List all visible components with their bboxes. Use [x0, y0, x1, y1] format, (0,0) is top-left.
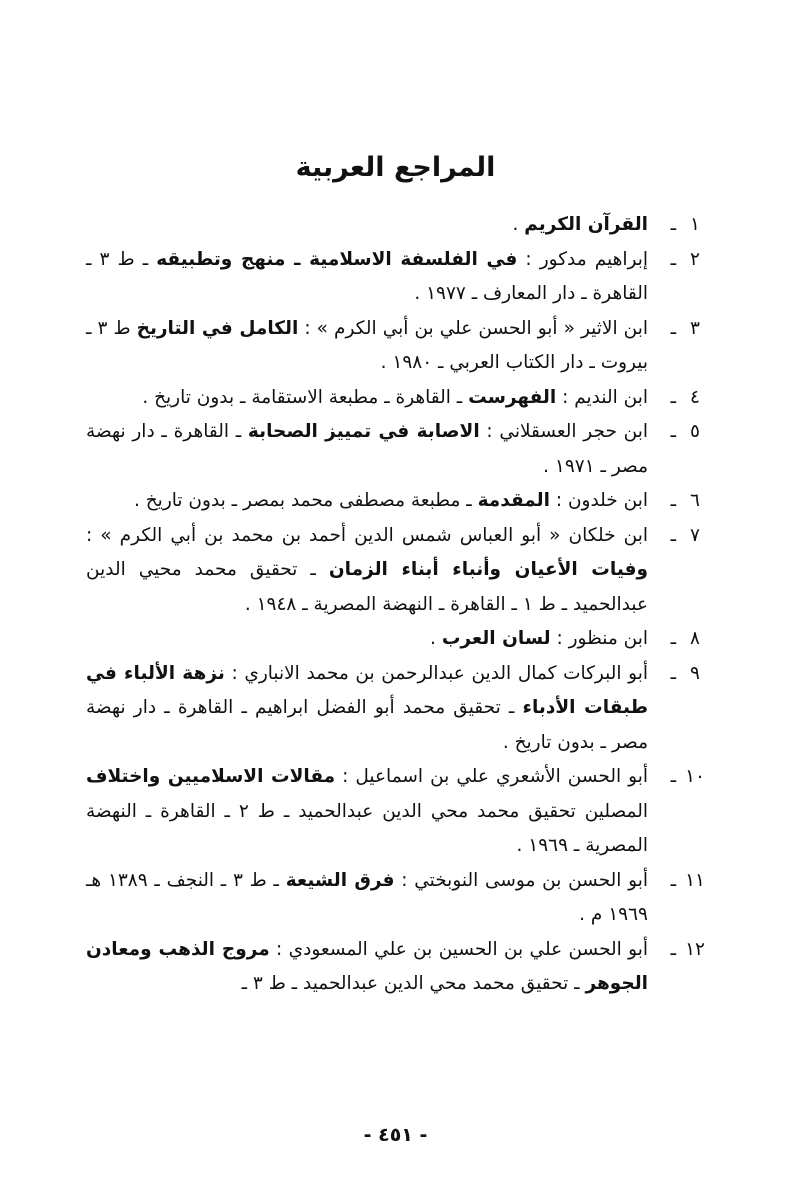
reference-text: . — [512, 214, 525, 235]
reference-item — [86, 312, 706, 381]
reference-text: ابن خلدون : — [549, 490, 648, 511]
reference-dash: ـ — [670, 317, 676, 339]
reference-item — [86, 622, 706, 657]
reference-title: وفيات الأعيان وأنباء أبناء الزمان — [328, 559, 648, 580]
reference-dash: ـ — [670, 386, 676, 408]
reference-text: ـ القاهرة ـ مطبعة الاستقامة ـ بدون تاريخ . — [142, 386, 469, 408]
reference-title: نزهة الألباء في طبقات الأدباء — [86, 662, 648, 718]
reference-text: ط ٣ ـ بيروت ـ دار الكتاب العربي ـ ١٩٨٠ . — [86, 317, 648, 373]
reference-text: ـ ط ٣ ـ النجف ـ ١٣٨٩ هـ ١٩٦٩ م . — [86, 869, 648, 925]
reference-item — [86, 381, 706, 416]
reference-item — [86, 208, 706, 243]
reference-number: ٤ — [690, 386, 700, 408]
reference-title: المقدمة — [477, 490, 550, 511]
reference-title: الاصابة في تمييز الصحابة — [247, 421, 480, 442]
reference-title: مقالات الاسلاميين واختلاف — [86, 766, 336, 787]
reference-item — [86, 657, 706, 761]
reference-dash: ـ — [670, 248, 676, 270]
reference-title: القرآن الكريم — [524, 214, 648, 235]
reference-title: فرق الشيعة — [285, 869, 395, 891]
reference-text: المصلين تحقيق محمد محي الدين عبدالحميد ـ ط ٢ ـ القاهرة ـ النهضة المصرية ـ ١٩٦٩ . — [86, 800, 648, 856]
reference-text: أبو الحسن بن موسى النوبختي : — [394, 869, 649, 891]
reference-item — [86, 760, 706, 864]
references-list — [86, 208, 706, 1002]
reference-dash: ـ — [670, 938, 676, 960]
reference-text: ـ تحقيق محمد محي الدين عبدالحميد ـ ط ٣ ـ — [241, 973, 586, 994]
reference-item — [86, 933, 706, 1002]
reference-number: ٨ — [690, 628, 700, 649]
reference-text: إبراهيم مدكور : — [517, 248, 648, 270]
reference-number: ١١ — [685, 869, 705, 891]
page-title: المراجع العربية — [295, 152, 496, 183]
reference-text: ابن خلكان « أبو العباس شمس الدين أحمد بن محمد بن أبي الكرم » : — [86, 524, 648, 546]
reference-text: ابن حجر العسقلاني : — [479, 421, 649, 442]
reference-text: . — [430, 628, 442, 649]
reference-item — [86, 415, 706, 484]
reference-dash: ـ — [670, 766, 676, 787]
reference-text: ـ مطبعة مصطفى محمد بمصر ـ بدون تاريخ . — [133, 490, 478, 511]
reference-number: ٧ — [690, 524, 700, 546]
reference-dash: ـ — [670, 490, 676, 511]
reference-dash: ـ — [670, 662, 676, 684]
reference-item — [86, 484, 706, 519]
reference-text: أبو الحسن الأشعري علي بن اسماعيل : — [335, 766, 648, 787]
reference-dash: ـ — [670, 869, 676, 891]
reference-dash: ـ — [670, 214, 676, 235]
reference-number: ١ — [690, 214, 700, 235]
reference-number: ٣ — [690, 317, 700, 339]
reference-title: في الفلسفة الاسلامية ـ منهج وتطبيقه — [156, 248, 518, 270]
reference-text: أبو الحسن علي بن الحسين بن علي المسعودي : — [269, 938, 648, 960]
reference-text: ـ تحقيق محمد محيي الدين عبدالحميد ـ ط ١ ـ القاهرة ـ النهضة المصرية ـ ١٩٤٨ . — [86, 559, 648, 615]
reference-title: الفهرست — [468, 386, 557, 408]
reference-item — [86, 243, 706, 312]
reference-title: لسان العرب — [441, 628, 551, 649]
reference-text: ـ ط ٣ ـ القاهرة ـ دار المعارف ـ ١٩٧٧ . — [86, 248, 648, 304]
reference-text: ـ تحقيق محمد أبو الفضل ابراهيم ـ القاهرة ـ دار نهضة مصر ـ بدون تاريخ . — [86, 697, 648, 753]
reference-number: ٥ — [690, 421, 700, 442]
reference-number: ٩ — [690, 662, 700, 684]
reference-text: ابن الاثير « أبو الحسن علي بن أبي الكرم » : — [298, 317, 648, 339]
reference-item — [86, 519, 706, 623]
reference-dash: ـ — [670, 628, 676, 649]
reference-text: أبو البركات كمال الدين عبدالرحمن بن محمد الانباري : — [224, 662, 648, 684]
page-number: - ٤٥١ - — [363, 1124, 428, 1146]
reference-text: ابن النديم : — [556, 386, 648, 408]
reference-item — [86, 864, 706, 933]
reference-dash: ـ — [670, 421, 676, 442]
reference-text: ابن منظور : — [550, 628, 648, 649]
reference-text: ـ القاهرة ـ دار نهضة مصر ـ ١٩٧١ . — [86, 421, 648, 477]
reference-dash: ـ — [670, 524, 676, 546]
reference-number: ٦ — [690, 490, 700, 511]
reference-title: مروج الذهب ومعادن الجوهر — [86, 938, 648, 994]
reference-number: ٢ — [690, 248, 700, 270]
reference-number: ١٢ — [685, 938, 705, 960]
reference-title: الكامل في التاريخ — [136, 317, 299, 339]
reference-number: ١٠ — [685, 766, 705, 787]
